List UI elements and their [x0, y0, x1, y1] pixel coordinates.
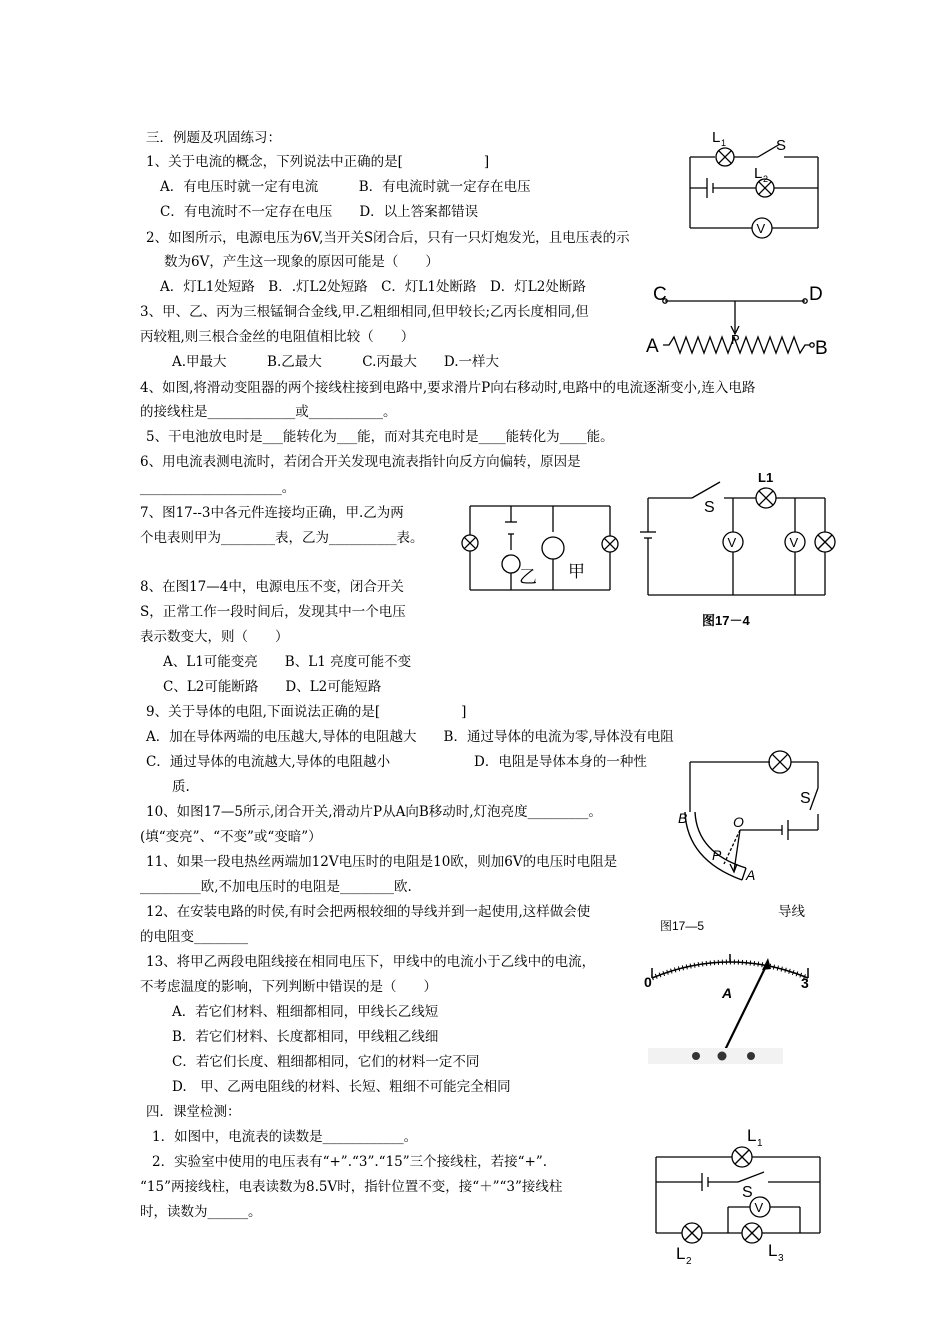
q1-stem: 1、关于电流的概念，下列说法中正确的是[ ] [146, 154, 490, 170]
last-switch-label: S [742, 1184, 753, 1201]
last-l2-subscript: 2 [686, 1256, 692, 1267]
fig17-5-switch-label: S [800, 790, 811, 807]
q10-line1: 10、如图17—5所示,闭合开关,滑动片P从A向B移动时,灯泡亮度_________。 [146, 804, 602, 820]
fig17-4-voltmeter1-label: V [727, 535, 737, 550]
fig17-5-b-label: B [678, 810, 688, 826]
last-l1-subscript: 1 [757, 1138, 763, 1149]
fig17-4-switch-label: S [704, 499, 715, 516]
q10-line2: (填“变亮”、“不变”或“变暗”） [140, 829, 322, 845]
q9-options-ab: A．加在导体两端的电压越大,导体的电阻越大 B．通过导体的电流为零,导体没有电阻 [146, 729, 674, 745]
q1-options-ab: A．有电压时就一定有电流 B．有电流时就一定存在电压 [160, 179, 531, 195]
q12-line2: 的电阻变________ [140, 929, 248, 945]
q12-line1-tail: 导线 [778, 904, 805, 920]
q8-options-ab: A、L1可能变亮 B、L1 亮度可能不变 [163, 654, 412, 670]
q9-stem: 9、关于导体的电阻,下面说法正确的是[ ] [146, 704, 467, 720]
last-l2-label: L [676, 1244, 686, 1263]
fig1-l2-label: L [754, 165, 763, 182]
q2-line2: 数为6V，产生这一现象的原因可能是（ ） [164, 254, 439, 270]
q9-option-c: C．通过导体的电流越大,导体的电阻越小 [146, 754, 391, 770]
circuit-figure-lamps-voltmeter [680, 120, 830, 245]
check2-line1: 2．实验室中使用的电压表有“+”.“3”.“15”三个接线柱，若接“+”. [152, 1154, 548, 1170]
check1: 1．如图中，电流表的读数是____________。 [152, 1129, 418, 1145]
section4-heading: 四．课堂检测： [146, 1104, 241, 1120]
rheostat-p-label: P [731, 332, 740, 347]
fig1-l1-label: L [712, 129, 721, 146]
last-l1-label: L [747, 1126, 757, 1145]
fig17-5-a-label: A [746, 867, 756, 883]
last-l3-subscript: 3 [778, 1253, 784, 1264]
figure-17-4-circuit [640, 462, 835, 632]
ammeter-unit-label: A [722, 985, 733, 1001]
last-voltmeter-label: V [754, 1200, 764, 1215]
ammeter-dial-figure [640, 950, 825, 1075]
fig17-5-o-label: O [733, 814, 744, 830]
fig1-l1-subscript: 1 [721, 138, 727, 148]
ammeter-terminals [648, 1048, 783, 1064]
q2-line1: 2、如图所示，电源电压为6V,当开关S闭合后，只有一只灯炮发光，且电压表的示 [146, 230, 630, 246]
q8-line2: S，正常工作一段时间后，发现其中一个电压 [140, 604, 406, 620]
figure-17-3-circuit [455, 500, 630, 595]
q13-option-d: D. 甲、乙两电阻线的材料、长短、粗细不可能完全相同 [172, 1079, 511, 1095]
ammeter-zero-label: 0 [644, 974, 652, 990]
q13-line2: 不考虑温度的影响，下列判断中错误的是（ ） [140, 979, 437, 995]
q8-line1: 8、在图17—4中，电源电压不变，闭合开关 [140, 579, 404, 595]
circuit-figure-three-lamps [650, 1125, 830, 1270]
q3-line2: 丙较粗,则三根合金丝的电阻值相比较（ ） [140, 329, 415, 345]
check2-line3: 时，读数为______。 [140, 1204, 262, 1220]
q5: 5、干电池放电时是___能转化为___能，而对其充电时是____能转化为____能。 [146, 429, 614, 445]
q4-line1: 4、如图,将滑动变阻器的两个接线柱接到电路中,要求滑片P向右移动时,电路中的电流逐渐变小,连入电路 [140, 380, 756, 396]
q8-line3: 表示数变大，则（ ） [140, 629, 289, 645]
q13-option-b: B．若它们材料、长度都相同，甲线粗乙线细 [172, 1029, 439, 1045]
q6-line2: _____________________。 [140, 480, 296, 496]
q1-options-cd: C．有电流时不一定存在电压 D．以上答案都错误 [160, 204, 479, 220]
q13-option-c: C．若它们长度、粗细都相同，它们的材料一定不同 [172, 1054, 480, 1070]
fig1-switch-label: S [776, 137, 787, 154]
fig17-5-caption: 图17—5 [660, 919, 705, 933]
q13-option-a: A．若它们材料、粗细都相同，甲线长乙线短 [172, 1004, 439, 1020]
fig1-l2-subscript: 2 [763, 174, 769, 184]
rheostat-figure [645, 278, 835, 363]
rheostat-b-label: B [815, 338, 828, 359]
q12-line1: 12、在安装电路的时侯,有时会把两根较细的导线并到一起使用,这样做会使 [146, 904, 591, 920]
ammeter-three-label: 3 [801, 975, 809, 991]
q3-options: A.甲最大 B.乙最大 C.丙最大 D.一样大 [172, 354, 500, 370]
q7-line1: 7、图17--3中各元件连接均正确，甲.乙为两 [140, 505, 404, 521]
q8-options-cd: C、L2可能断路 D、L2可能短路 [163, 679, 382, 695]
check2-line2: “15”两接线柱，电表读数为8.5V时，指针位置不变，接“＋”“3”接线柱 [140, 1179, 563, 1195]
fig17-3-jia-label: 甲 [568, 562, 585, 581]
q11-line2: _________欧,不加电压时的电阻是________欧. [140, 879, 412, 895]
q11-line1: 11、如果一段电热丝两端加12V电压时的电阻是10欧，则加6V的电压时电阻是 [146, 854, 618, 870]
q9-option-d-continued: 质. [172, 779, 190, 795]
rheostat-d-label: D [809, 284, 823, 305]
last-l3-label: L [768, 1241, 778, 1260]
q7-line2: 个电表则甲为________表，乙为__________表。 [140, 530, 424, 546]
q2-options: A．灯L1处短路 B．.灯L2处短路 C．灯L1处断路 D．灯L2处断路 [160, 279, 586, 295]
rheostat-c-label: C [653, 284, 667, 305]
section3-heading: 三．例题及巩固练习： [146, 130, 281, 146]
fig17-4-l1-label: L1 [758, 470, 774, 485]
fig17-4-voltmeter2-label: V [789, 535, 799, 550]
q3-line1: 3、甲、乙、丙为三根锰铜合金线,甲.乙粗细相同,但甲较长;乙丙长度相同,但 [140, 304, 589, 320]
q6-line1: 6、用电流表测电流时，若闭合开关发现电流表指针向反方向偏转，原因是 [140, 454, 581, 470]
q13-line1: 13、将甲乙两段电阻线接在相同电压下，甲线中的电流小于乙线中的电流， [146, 954, 596, 970]
rheostat-a-label: A [646, 336, 659, 357]
fig17-3-yi-label: 乙 [519, 567, 537, 587]
q9-option-d: D．电阻是导体本身的一种性 [474, 754, 647, 770]
fig17-4-caption: 图17－4 [702, 613, 750, 628]
q4-line2: 的接线柱是_____________或___________。 [140, 404, 397, 420]
fig1-voltmeter-label: V [756, 221, 766, 236]
fig17-5-p-label: P [712, 847, 722, 863]
figure-17-5-circuit [660, 740, 840, 940]
